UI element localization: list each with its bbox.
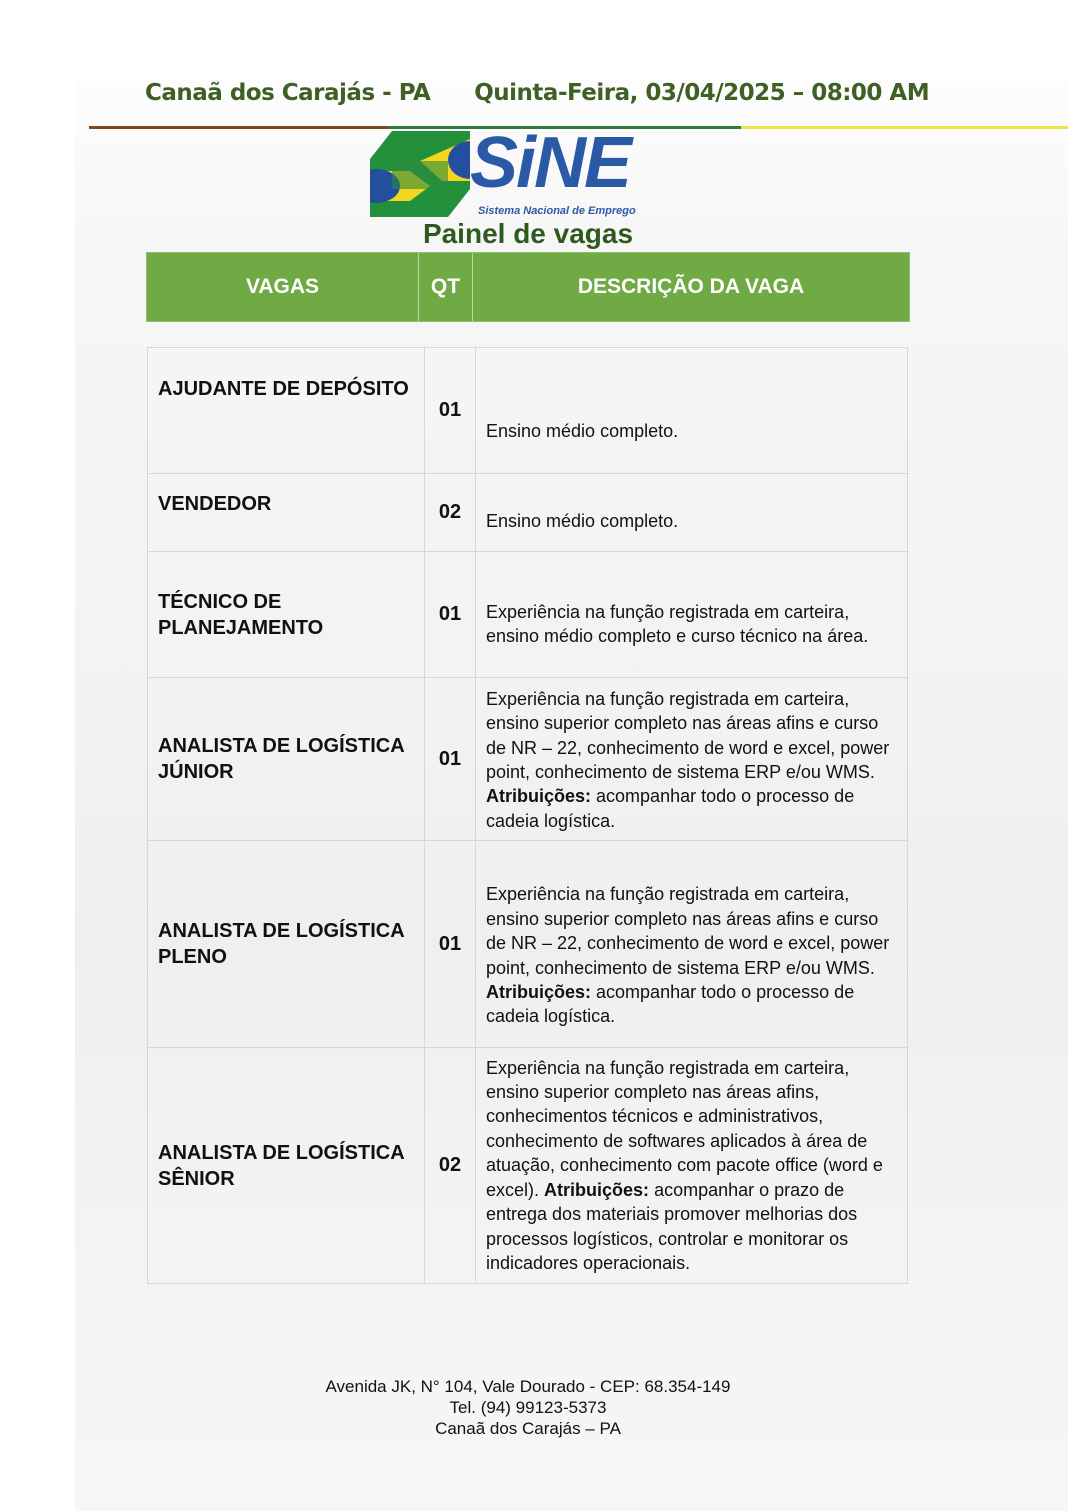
job-role: ANALISTA DE LOGÍSTICA SÊNIOR [148, 1048, 425, 1284]
job-description-text: Ensino médio completo. [486, 510, 679, 531]
job-qt: 01 [425, 552, 476, 678]
job-attributions-label: Atribuições: [486, 981, 592, 1002]
column-header-vagas: VAGAS [147, 253, 419, 321]
job-role: VENDEDOR [148, 474, 425, 552]
header-city: Canaã dos Carajás - PA [145, 80, 431, 106]
divider-brown [89, 126, 389, 129]
table-row [148, 474, 908, 552]
job-attributions-text: acompanhar o prazo de entrega dos materiais promover melhorias dos processos logísticos, controlar e monitorar os indicadores operacionais. [486, 1179, 858, 1273]
job-description [476, 841, 908, 1048]
job-qt: 02 [425, 474, 476, 552]
job-qt: 01 [425, 678, 476, 841]
job-attributions-text: acompanhar todo o processo de cadeia logística. [486, 981, 855, 1027]
column-header-qt: QT [419, 253, 473, 321]
divider-yellow [741, 126, 1068, 129]
table-row [148, 841, 908, 1048]
job-description-text: Experiência na função registrada em carteira, ensino superior completo nas áreas afins, conhecimentos técnicos e administrativos, conhecimento de softwares aplicados à área de atuação, conhecimento com pacote office (word e excel). [486, 1057, 883, 1200]
job-description-text: Ensino médio completo. [486, 421, 679, 442]
job-role: ANALISTA DE LOGÍSTICA JÚNIOR [148, 678, 425, 841]
footer-address: Avenida JK, N° 104, Vale Dourado - CEP: 68.354-149 [325, 1377, 731, 1396]
header-date: Quinta-Feira, 03/04/2025 – 08:00 AM [474, 80, 930, 106]
sine-wordmark: SiNE [470, 123, 631, 203]
footer [0, 1376, 1056, 1439]
job-qt: 01 [425, 841, 476, 1048]
page-title: Painel de vagas [422, 218, 634, 249]
job-description-text: Experiência na função registrada em carteira, ensino médio completo e curso técnico na área. [486, 601, 869, 646]
footer-phone: Tel. (94) 99123-5373 [449, 1398, 607, 1417]
sine-flag-logo-icon [370, 131, 470, 217]
job-role: TÉCNICO DE PLANEJAMENTO [148, 552, 425, 678]
sine-subtitle: Sistema Nacional de Emprego [478, 205, 636, 217]
footer-city: Canaã dos Carajás – PA [435, 1419, 621, 1438]
job-qt: 02 [425, 1048, 476, 1284]
job-role: AJUDANTE DE DEPÓSITO [148, 348, 425, 474]
job-attributions-text: acompanhar todo o processo de cadeia logística. [486, 786, 855, 831]
job-description-text: Experiência na função registrada em carteira, ensino superior completo nas áreas afins e curso de NR – 22, conhecimento de word e excel, power point, conhecimento de sistema ERP e/ou WMS. [486, 884, 890, 978]
job-role: ANALISTA DE LOGÍSTICA PLENO [148, 841, 425, 1048]
table-row [148, 552, 908, 678]
jobs-table [147, 347, 908, 1284]
column-header-descricao: DESCRIÇÃO DA VAGA [577, 275, 805, 298]
table-row [148, 348, 908, 474]
job-qt: 01 [425, 348, 476, 474]
header [145, 80, 929, 106]
job-description [476, 474, 908, 552]
job-attributions-label: Atribuições: [544, 1179, 650, 1200]
job-description [476, 348, 908, 474]
job-description [476, 1048, 908, 1284]
table-header [146, 252, 910, 322]
job-attributions-label: Atribuições: [486, 786, 592, 807]
table-row [148, 678, 908, 841]
job-description [476, 552, 908, 678]
table-row [148, 1048, 908, 1284]
job-description-text: Experiência na função registrada em carteira, ensino superior completo nas áreas afins e curso de NR – 22, conhecimento de word e excel, power point, conhecimento de sistema ERP e/ou WMS. [486, 688, 890, 782]
job-description [476, 678, 908, 841]
